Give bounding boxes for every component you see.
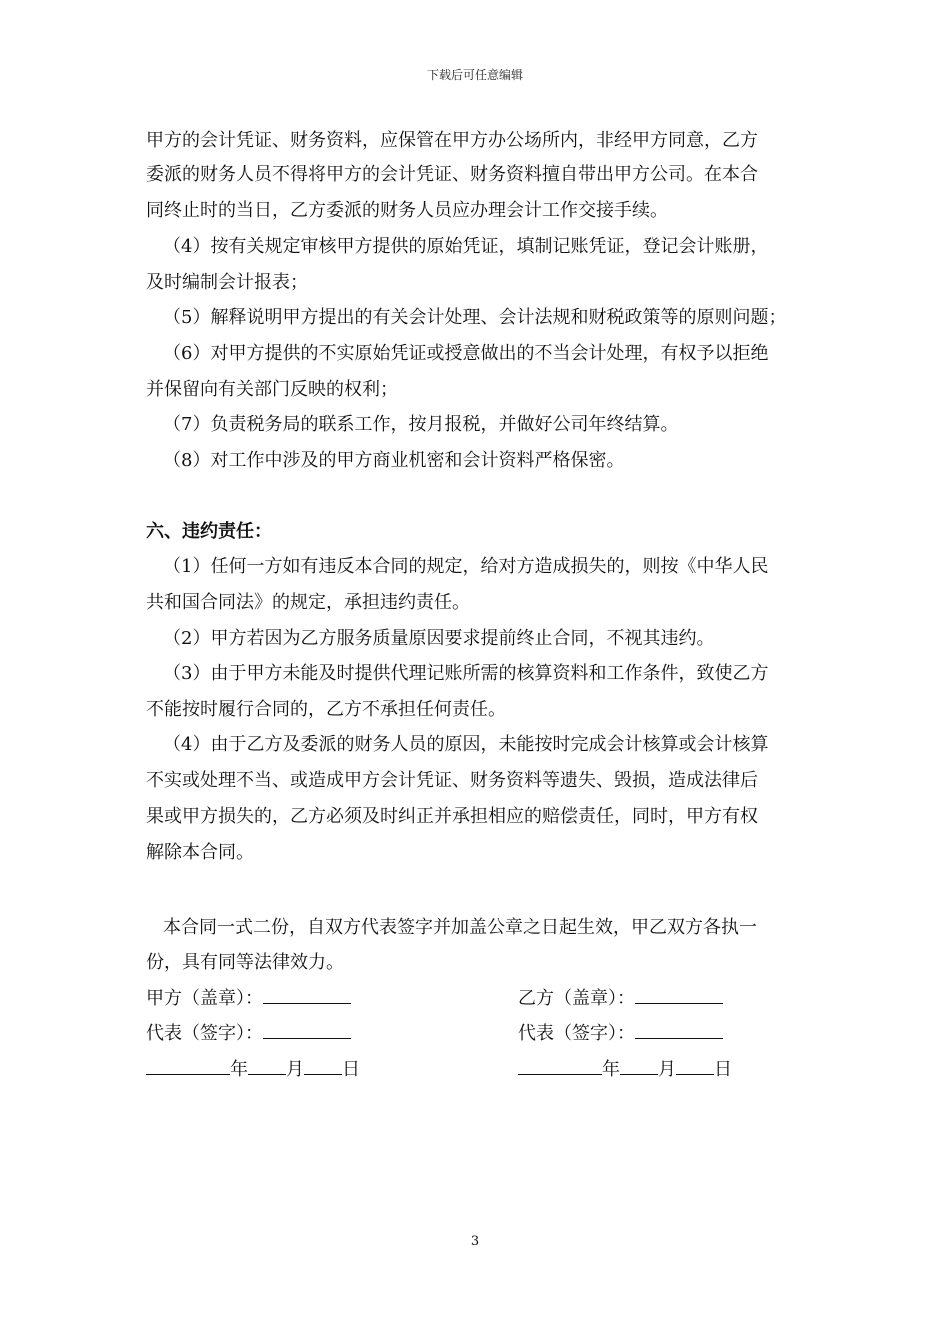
party-b-rep-label: 代表（签字）：	[518, 1023, 635, 1044]
section-heading: 六、违约责任：	[146, 521, 272, 542]
body-line: 不能按时履行合同的，乙方不承担任何责任。	[146, 699, 506, 720]
body-line: 委派的财务人员不得将甲方的会计凭证、财务资料擅自带出甲方公司。在本合	[146, 164, 758, 185]
party-a-seal-row	[146, 987, 351, 1011]
day-label: 日	[342, 1059, 360, 1080]
party-a-rep-label: 代表（签字）：	[146, 1023, 263, 1044]
header-note: 下载后可任意编辑	[426, 68, 523, 82]
closing-line: 本合同一式二份，自双方代表签字并加盖公章之日起生效，甲乙双方各执一	[163, 917, 757, 938]
party-a-month-blank[interactable]	[248, 1058, 286, 1075]
list-item: （4）由于乙方及委派的财务人员的原因，未能按时完成会计核算或会计核算	[163, 734, 769, 755]
list-item: （5）解释说明甲方提出的有关会计处理、会计法规和财税政策等的原则问题；	[163, 307, 787, 328]
day-label: 日	[714, 1059, 732, 1080]
list-item: （3）由于甲方未能及时提供代理记账所需的核算资料和工作条件，致使乙方	[163, 663, 769, 684]
list-item: （2）甲方若因为乙方服务质量原因要求提前终止合同，不视其违约。	[163, 628, 715, 649]
body-line: 不实或处理不当、或造成甲方会计凭证、财务资料等遗失、毁损，造成法律后	[146, 770, 758, 791]
party-b-day-blank[interactable]	[676, 1058, 714, 1075]
party-a-seal-label: 甲方（盖章）：	[146, 988, 263, 1009]
party-b-seal-row	[518, 987, 723, 1011]
party-b-rep-row	[518, 1022, 723, 1046]
list-item: （7）负责税务局的联系工作，按月报税，并做好公司年终结算。	[163, 414, 679, 435]
year-label: 年	[602, 1059, 620, 1080]
party-a-rep-row	[146, 1022, 351, 1046]
body-line: 同终止时的当日，乙方委派的财务人员应办理会计工作交接手续。	[146, 200, 668, 221]
body-line: 果或甲方损失的，乙方必须及时纠正并承担相应的赔偿责任，同时，甲方有权	[146, 806, 758, 827]
page-number: 3	[470, 1234, 480, 1249]
body-line: 解除本合同。	[146, 842, 254, 863]
party-b-rep-blank[interactable]	[635, 1022, 723, 1039]
body-line: 甲方的会计凭证、财务资料，应保管在甲方办公场所内，非经甲方同意，乙方	[146, 130, 758, 151]
party-a-date-row	[146, 1058, 360, 1082]
list-item: （1）任何一方如有违反本合同的规定，给对方造成损失的，则按《中华人民	[163, 556, 769, 577]
party-b-month-blank[interactable]	[620, 1058, 658, 1075]
party-a-year-blank[interactable]	[146, 1058, 230, 1075]
party-a-seal-blank[interactable]	[263, 987, 351, 1004]
body-line: 共和国合同法》的规定，承担违约责任。	[146, 592, 470, 613]
closing-line: 份，具有同等法律效力。	[146, 952, 344, 973]
party-b-seal-label: 乙方（盖章）：	[518, 988, 635, 1009]
year-label: 年	[230, 1059, 248, 1080]
party-b-date-row	[518, 1058, 732, 1082]
list-item: （6）对甲方提供的不实原始凭证或授意做出的不当会计处理，有权予以拒绝	[163, 343, 769, 364]
party-a-day-blank[interactable]	[304, 1058, 342, 1075]
body-line: 并保留向有关部门反映的权利；	[146, 379, 398, 400]
party-b-year-blank[interactable]	[518, 1058, 602, 1075]
party-a-rep-blank[interactable]	[263, 1022, 351, 1039]
party-b-seal-blank[interactable]	[635, 987, 723, 1004]
body-line: 及时编制会计报表；	[146, 272, 308, 293]
month-label: 月	[286, 1059, 304, 1080]
list-item: （8）对工作中涉及的甲方商业机密和会计资料严格保密。	[163, 450, 625, 471]
month-label: 月	[658, 1059, 676, 1080]
list-item: （4）按有关规定审核甲方提供的原始凭证，填制记账凭证，登记会计账册，	[163, 236, 769, 257]
